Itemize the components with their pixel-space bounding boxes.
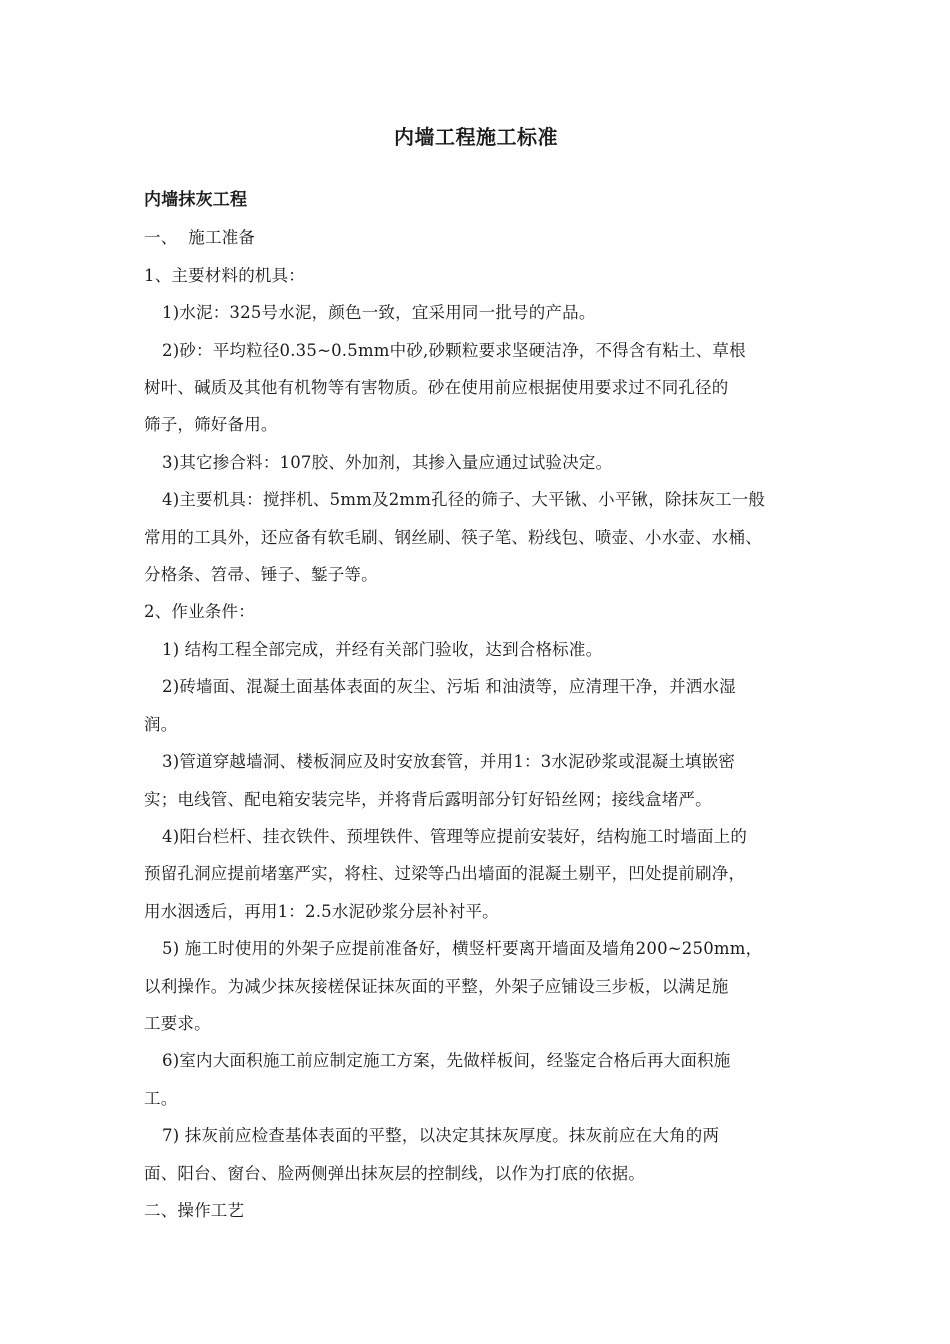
- text-line: 4)主要机具：搅拌机、5mm及2mm孔径的筛子、大平锹、小平锹，除抹灰工一般: [162, 490, 766, 510]
- text-line: 7) 抹灰前应检查基体表面的平整，以决定其抹灰厚度。抹灰前应在大角的两: [162, 1126, 720, 1146]
- document-body: [144, 182, 808, 1229]
- text-line: 实；电线管、配电箱安装完毕，并将背后露明部分钉好铅丝网；接线盒堵严。: [144, 789, 712, 809]
- text-line: 1)水泥：325号水泥，颜色一致，宜采用同一批号的产品。: [162, 303, 596, 323]
- text-line: 用水洇透后，再用1：2.5水泥砂浆分层补衬平。: [144, 901, 499, 921]
- paragraph-lines: [144, 219, 808, 1229]
- text-line: 2)砂：平均粒径0.35~0.5mm中砂,砂颗粒要求坚硬洁净，不得含有粘土、草根: [162, 340, 746, 360]
- text-line: 3)管道穿越墙洞、楼板洞应及时安放套管，并用1：3水泥砂浆或混凝土填嵌密: [162, 752, 736, 772]
- text-line: 面、阳台、窗台、脸两侧弹出抹灰层的控制线，以作为打底的依据。: [144, 1163, 645, 1183]
- text-line: 2)砖墙面、混凝土面基体表面的灰尘、污垢 和油渍等，应清理干净，并洒水湿: [162, 677, 736, 697]
- text-line: 一、 施工准备: [144, 228, 256, 248]
- text-line: 树叶、碱质及其他有机物等有害物质。砂在使用前应根据使用要求过不同孔径的: [144, 378, 729, 398]
- text-line: 预留孔洞应提前堵塞严实，将柱、过梁等凸出墙面的混凝土剔平，凹处提前刷净，: [144, 864, 746, 884]
- text-line: 常用的工具外，还应备有软毛刷、钢丝刷、筷子笔、粉线包、喷壶、小水壶、水桶、: [144, 527, 762, 547]
- text-line: 1、主要材料的机具：: [144, 265, 305, 285]
- text-line: 2、作业条件：: [144, 602, 255, 622]
- text-line: 1) 结构工程全部完成，并经有关部门验收，达到合格标准。: [162, 639, 603, 659]
- text-line: 5) 施工时使用的外架子应提前准备好，横竖杆要离开墙面及墙角200~250mm，: [162, 939, 763, 959]
- document-title: 内墙工程施工标准: [394, 125, 558, 149]
- text-line: 3)其它掺合料：107胶、外加剂，其掺入量应通过试验决定。: [162, 452, 613, 472]
- text-line: 4)阳台栏杆、挂衣铁件、预埋铁件、管理等应提前安装好，结构施工时墙面上的: [162, 826, 748, 846]
- section-title: 内墙抹灰工程: [144, 190, 248, 210]
- text-line: 筛子，筛好备用。: [144, 415, 278, 435]
- text-line: 以利操作。为减少抹灰接槎保证抹灰面的平整，外架子应铺设三步板，以满足施: [144, 976, 729, 996]
- text-line: 工要求。: [144, 1013, 211, 1033]
- text-line: 润。: [144, 714, 178, 734]
- text-line: 分格条、笤帚、锤子、錾子等。: [144, 565, 378, 585]
- text-line: 二、操作工艺: [144, 1200, 245, 1220]
- text-line: 工。: [144, 1088, 178, 1108]
- text-line: 6)室内大面积施工前应制定施工方案，先做样板间，经鉴定合格后再大面积施: [162, 1051, 731, 1071]
